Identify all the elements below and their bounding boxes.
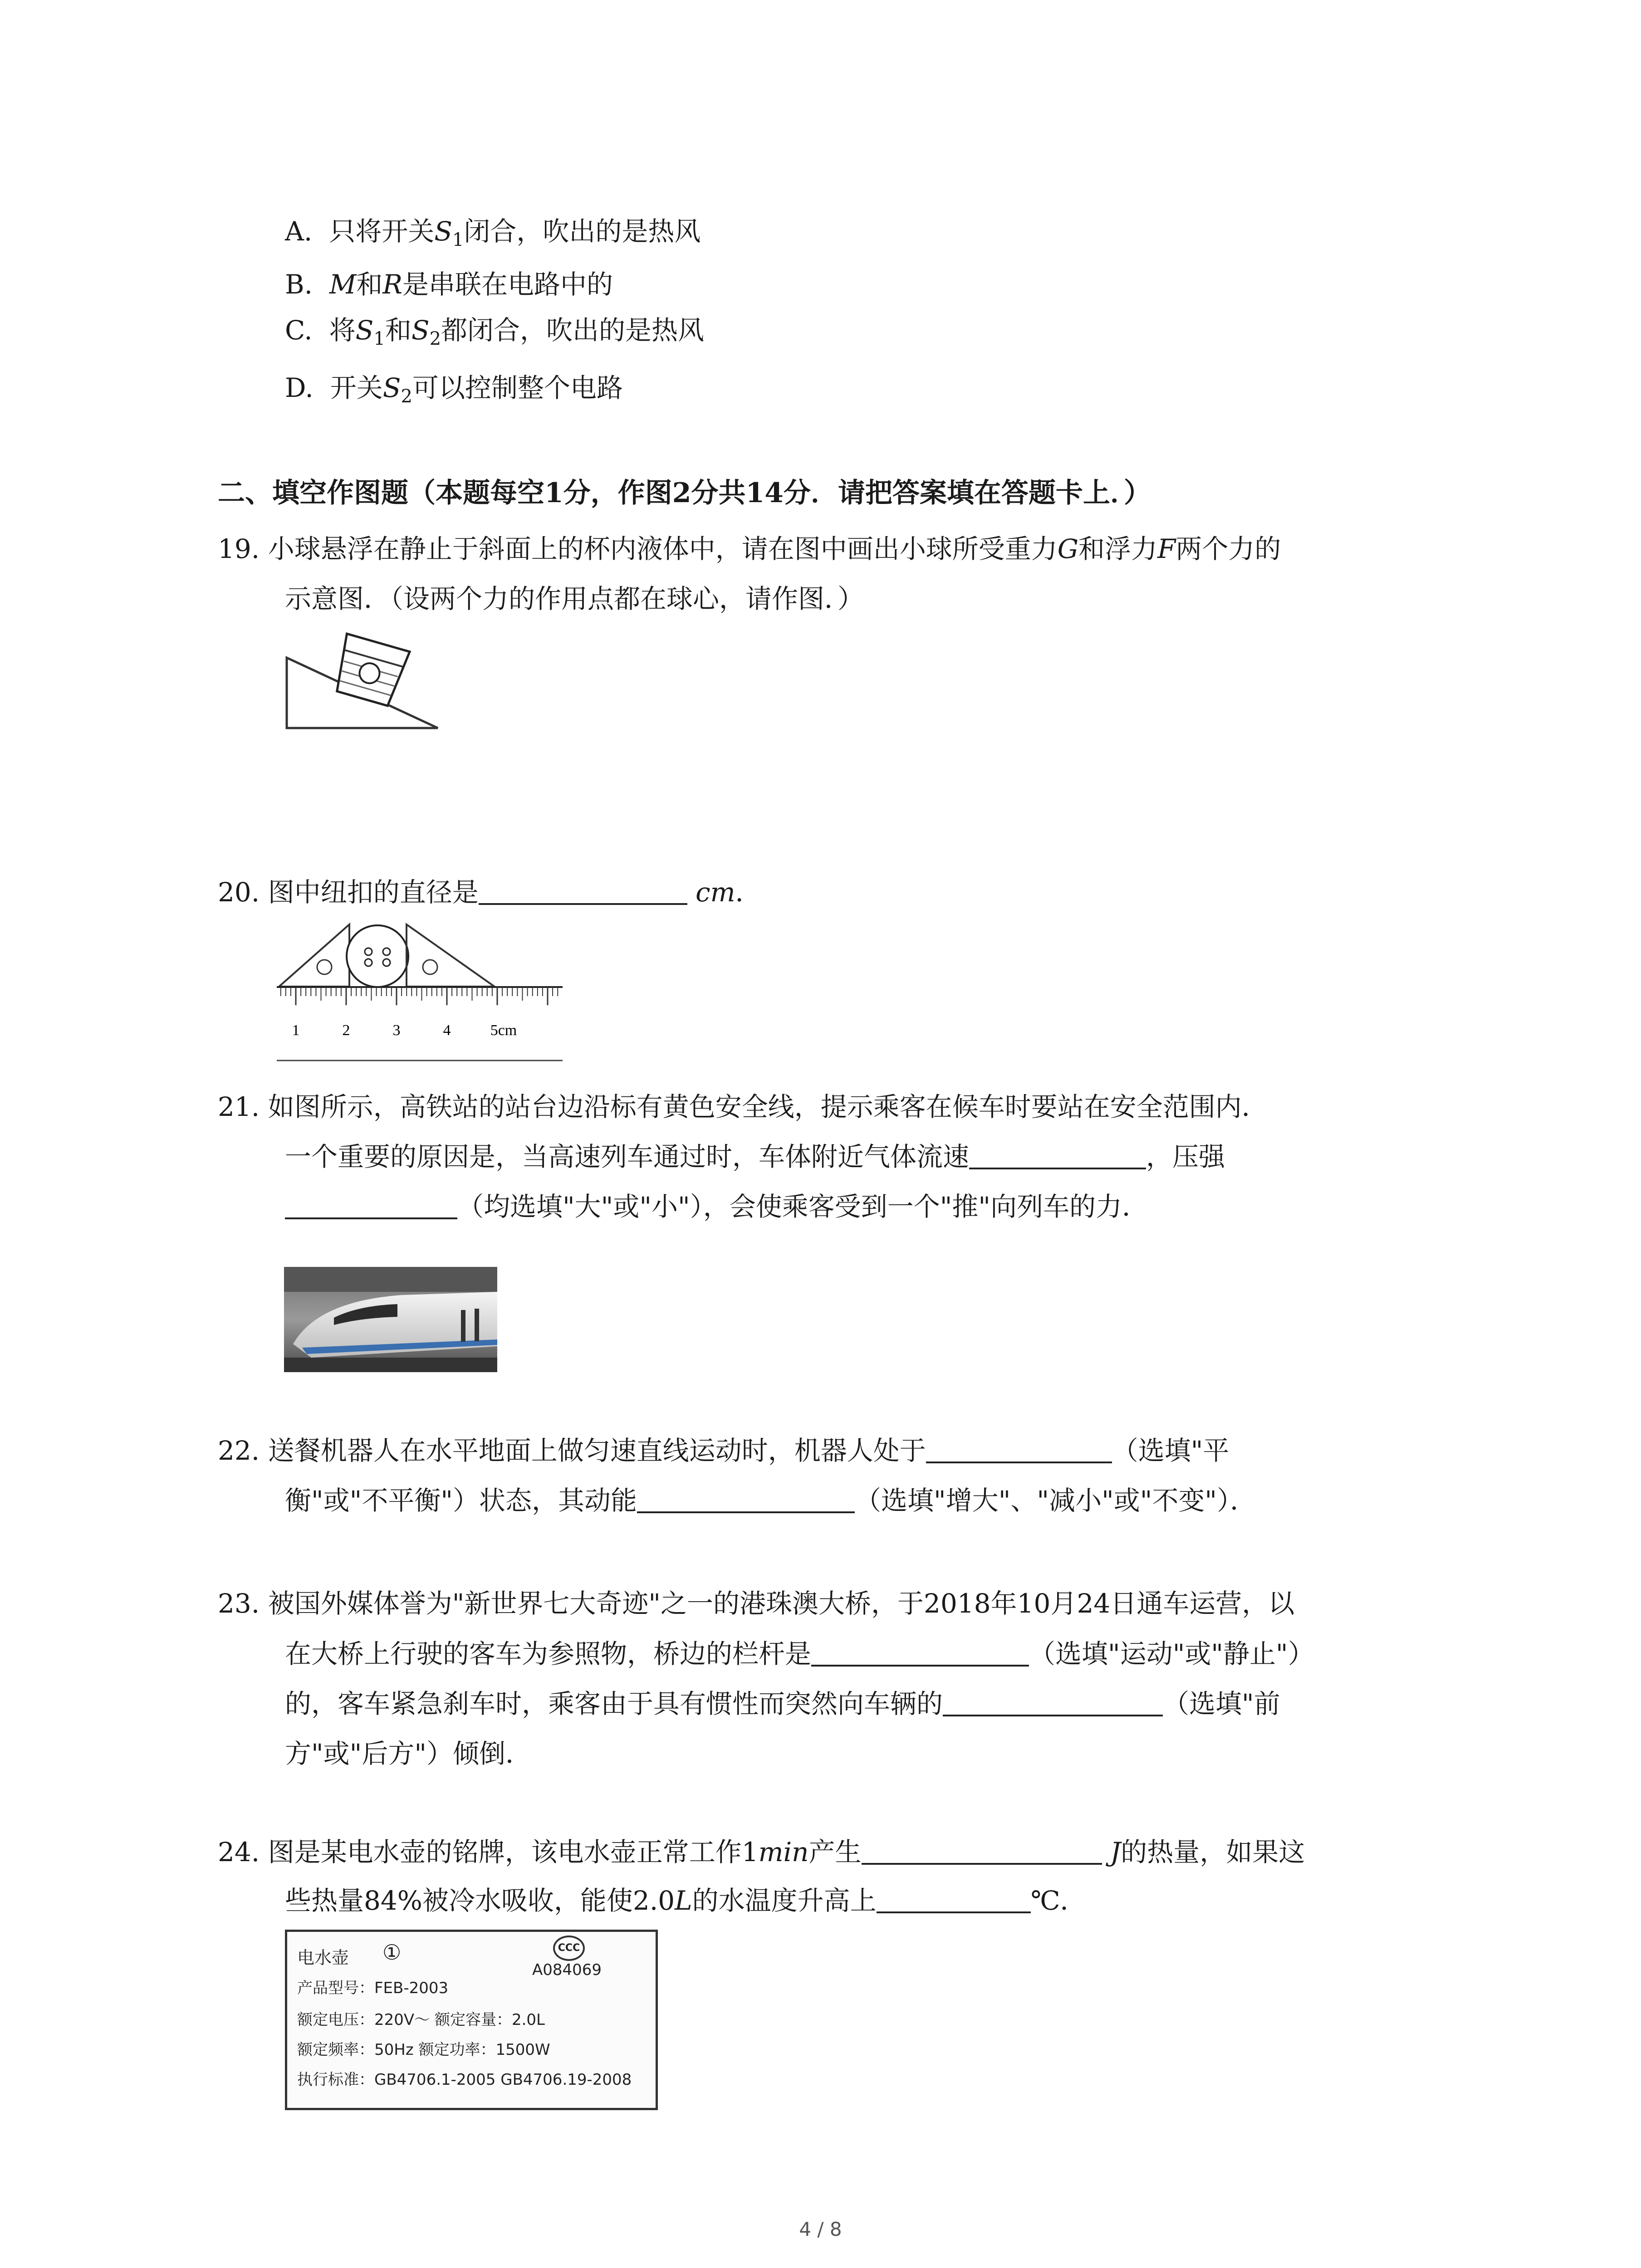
unit: L [675,1885,692,1916]
button [347,925,408,987]
choice-c [285,312,704,348]
answer-blank[interactable] [877,1885,1031,1913]
question-number: 24. [218,1837,260,1867]
choice-text: 只将开关 [329,216,435,247]
question-23-line-3 [285,1686,1280,1722]
question-number: 20. [218,877,260,908]
choice-text: 可以控制整个电路 [412,372,623,403]
subscript: 1 [452,230,464,250]
nameplate-mark: ① [382,1940,402,1965]
question-text: 的水温度升高上 [692,1885,877,1916]
right-triangle-ruler [407,924,495,987]
question-text: （选填"增大"、"减小"或"不变"）． [855,1485,1257,1516]
question-text: 图是某电水壶的铭牌，该电水壶正常工作1 [268,1837,759,1867]
question-text: 在大桥上行驶的客车为参照物，桥边的栏杆是 [285,1638,812,1669]
cup-on-incline [331,634,410,708]
question-text: 些热量84%被冷水吸收，能使2.0 [285,1885,675,1916]
question-21-line-1 [218,1089,1268,1125]
question-text: 的，客车紧急刹车时，乘客由于具有惯性而突然向车辆的 [285,1688,943,1719]
ruler-label-5: 5cm [490,1022,517,1039]
ruler-label-2: 2 [342,1022,350,1039]
nameplate-model: 产品型号：FEB-2003 [297,1979,449,1997]
question-23-line-4: 方"或"后方"）倾倒． [285,1738,532,1769]
question-text: ，压强 [1146,1141,1225,1172]
unit: cm [696,877,735,908]
nameplate-frequency: 额定频率：50Hz 额定功率：1500W [297,2041,550,2059]
choice-text: 闭合，吹出的是热风 [464,216,701,247]
variable: S [382,372,401,403]
question-text: 图中纽扣的直径是 [268,877,479,908]
variable: F [1157,533,1176,564]
question-23-line-1 [218,1585,1294,1622]
choice-text: 和 [356,269,383,300]
choice-letter: D. [285,372,314,403]
question-21-line-2 [285,1139,1225,1175]
question-text: 衡"或"不平衡"）状态，其动能 [285,1485,637,1516]
question-number: 22. [218,1435,260,1466]
variable: S [355,315,374,346]
left-triangle-ruler [279,924,349,987]
question-text: 产生 [808,1837,862,1867]
question-19-line-2: 示意图．（设两个力的作用点都在球心，请作图．） [285,583,864,614]
question-text: 被国外媒体誉为"新世界七大奇迹"之一的港珠澳大桥，于2018年10月24日通车运营，以 [268,1588,1295,1619]
variable: G [1057,533,1079,564]
variable: M [329,269,357,300]
question-text: 两个力的 [1176,533,1281,564]
answer-blank[interactable] [862,1837,1102,1865]
question-22-line-2 [285,1482,1256,1519]
choice-text: 是串联在电路中的 [402,269,613,300]
question-22-line-1 [218,1432,1229,1469]
question-text: （选填"前 [1163,1688,1280,1719]
variable: R [382,269,403,300]
question-number: 21. [218,1091,260,1122]
choice-text: 都闭合，吹出的是热风 [441,315,705,346]
question-text: （选填"平 [1112,1435,1230,1466]
ccc-seal: CCC [553,1936,585,1961]
question-19-line-1 [218,531,1281,567]
nameplate-standard: 执行标准：GB4706.1-2005 GB4706.19-2008 [297,2071,632,2089]
choice-letter: A. [285,216,313,247]
unit: J [1110,1837,1121,1867]
question-20 [218,874,762,910]
question-text: 如图所示，高铁站的站台边沿标有黄色安全线，提示乘客在候车时要站在安全范围内． [268,1091,1268,1122]
train-image [284,1267,497,1372]
nameplate-code: A084069 [532,1961,602,1979]
question-text: 送餐机器人在水平地面上做匀速直线运动时，机器人处于 [268,1435,926,1466]
question-text: 的热量，如果这 [1121,1837,1305,1867]
answer-blank[interactable] [943,1688,1163,1716]
answer-blank[interactable] [969,1141,1146,1169]
answer-blank[interactable] [926,1435,1112,1463]
subscript: 2 [429,328,441,349]
question-text: （选填"运动"或"静止"） [1029,1638,1314,1669]
choice-d [285,370,623,406]
ruler-ticks [281,987,558,1005]
question-number: 23. [218,1588,260,1619]
choice-letter: C. [285,315,313,346]
choice-text: 将 [329,315,356,346]
question-text: （均选填"大"或"小"），会使乘客受到一个"推"向列车的力． [457,1191,1149,1222]
subscript: 1 [373,328,385,349]
choice-letter: B. [285,269,313,300]
subscript: 2 [401,386,412,407]
question-21-line-3 [285,1188,1148,1225]
nameplate-voltage: 额定电压：220V～ 额定容量：2.0L [297,2011,545,2029]
variable: S [434,216,452,247]
variable: S [411,315,430,346]
nameplate-title: 电水壶 [297,1948,349,1968]
answer-blank[interactable] [285,1191,457,1219]
ruler-label-1: 1 [292,1022,300,1039]
question-text: 和浮力 [1078,533,1158,564]
question-24-line-2 [285,1882,1087,1919]
question-text: 小球悬浮在静止于斜面上的杯内液体中，请在图中画出小球所受重力 [268,533,1058,564]
choice-a [285,213,700,249]
choice-text: 和 [385,315,411,346]
choice-text: 开关 [330,372,383,403]
train-photo[interactable] [284,1267,497,1372]
incline-cup-figure[interactable] [281,621,454,739]
question-23-line-2 [285,1636,1314,1672]
punctuation: ． [735,877,762,908]
kettle-nameplate[interactable] [285,1930,658,2110]
ruler-label-4: 4 [443,1022,451,1039]
choice-b [285,266,613,303]
question-24-line-1 [218,1834,1305,1870]
section-title: 二、填空作图题（本题每空1分，作图2分共14分．请把答案填在答题卡上．） [218,477,1151,509]
unit: min [758,1837,809,1867]
answer-blank[interactable] [637,1485,855,1513]
question-text: 一个重要的原因是，当高速列车通过时，车体附近气体流速 [285,1141,970,1172]
ruler-label-3: 3 [392,1022,401,1039]
page-number: 4 / 8 [799,2218,842,2240]
button-ruler-figure[interactable] [272,916,567,1070]
question-number: 19. [218,533,260,564]
answer-blank[interactable] [811,1638,1029,1667]
question-text: ℃． [1030,1885,1087,1916]
answer-blank[interactable] [479,877,687,905]
